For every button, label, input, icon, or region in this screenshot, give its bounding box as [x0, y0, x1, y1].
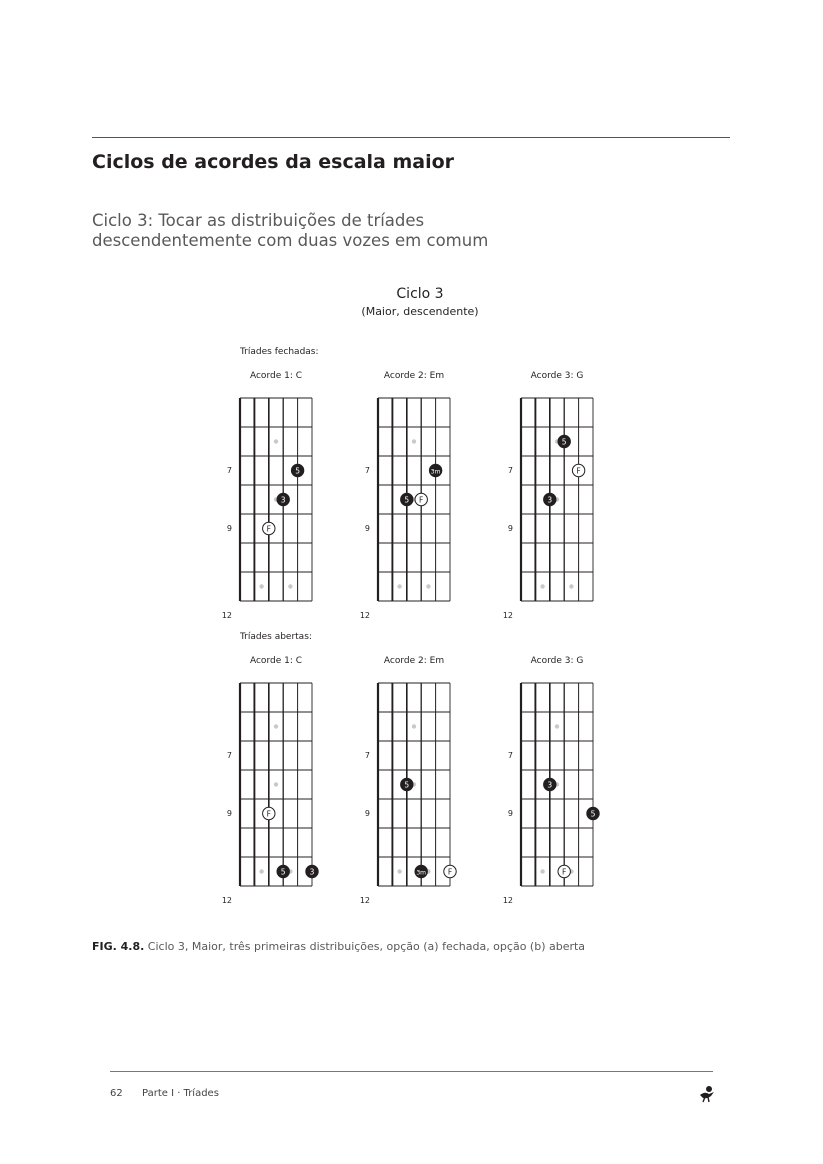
section-label: Tríades fechadas: [240, 347, 319, 357]
fret-number: 7 [364, 465, 370, 475]
fret-inlay-dot [274, 439, 278, 443]
top-rule [92, 137, 730, 138]
note-label: 3m [416, 869, 427, 877]
fret-inlay-dot [274, 782, 278, 786]
note-label: F [419, 495, 424, 505]
fret-number: 9 [364, 808, 370, 818]
figure-title: Ciclo 3 [396, 286, 444, 302]
note-label: 3 [547, 780, 553, 790]
fretboard-diagram [368, 388, 460, 611]
note-label: 3 [547, 495, 553, 505]
note-label: F [576, 466, 581, 476]
figure-subtitle: (Maior, descendente) [361, 305, 479, 318]
fret-number: 7 [507, 750, 513, 760]
subheading-line-1: Ciclo 3: Tocar as distribuições de tríades [92, 211, 425, 230]
fret-number: 7 [507, 465, 513, 475]
note-label: F [562, 867, 567, 877]
note-label: 5 [295, 466, 300, 476]
note-label: 5 [404, 780, 410, 790]
note-label: 3 [309, 867, 315, 877]
fret-number: 7 [226, 750, 232, 760]
fret-inlay-dot [397, 584, 401, 588]
figure-caption [92, 940, 585, 953]
section-label: Tríades abertas: [240, 632, 312, 642]
section-subheading [92, 211, 488, 251]
fret-number: 7 [364, 750, 370, 760]
note-label: 5 [404, 495, 410, 505]
page-heading: Ciclos de acordes da escala maior [92, 151, 455, 173]
fret-inlay-dot [555, 724, 559, 728]
subheading-line-2: descendentemente com duas vozes em comum [92, 231, 489, 250]
fret-inlay-dot [426, 584, 430, 588]
fret-inlay-dot [540, 869, 544, 873]
fret-inlay-dot [397, 869, 401, 873]
fret-inlay-dot [412, 724, 416, 728]
fret-number: 9 [226, 808, 232, 818]
fret-number: 9 [507, 808, 513, 818]
fret-inlay-dot [259, 869, 263, 873]
caption-label: FIG. 4.8. [92, 940, 145, 953]
fret-inlay-dot [412, 439, 416, 443]
footer-rule [110, 1071, 713, 1072]
fretboard-diagram [230, 673, 322, 896]
note-label: 3m [430, 468, 441, 476]
note-label: 3 [280, 495, 286, 505]
fretboard-diagram [511, 673, 603, 896]
fret-number: 12 [359, 895, 370, 905]
fret-number: 12 [502, 895, 513, 905]
fret-number: 7 [226, 465, 232, 475]
note-label: 5 [590, 809, 596, 819]
note-label: 5 [280, 867, 286, 877]
chord-title: Acorde 2: Em [383, 656, 445, 666]
fret-number: 9 [364, 523, 370, 533]
chord-title: Acorde 1: C [249, 371, 302, 381]
fret-number: 12 [359, 610, 370, 620]
fret-inlay-dot [259, 584, 263, 588]
fret-number: 12 [502, 610, 513, 620]
note-label: F [266, 524, 271, 534]
fretboard-diagram [230, 388, 322, 611]
running-head: Parte I · Tríades [142, 1088, 219, 1099]
note-label: 5 [561, 437, 567, 447]
chord-title: Acorde 1: C [249, 656, 302, 666]
publisher-logo-icon [697, 1083, 717, 1103]
page-number: 62 [110, 1088, 123, 1099]
fretboard-diagram [368, 673, 460, 896]
chord-title: Acorde 3: G [530, 656, 584, 666]
chord-title: Acorde 3: G [530, 371, 584, 381]
fret-inlay-dot [569, 584, 573, 588]
note-label: F [266, 809, 271, 819]
fret-number: 12 [221, 895, 232, 905]
note-label: F [447, 867, 453, 877]
fret-number: 9 [507, 523, 513, 533]
fret-inlay-dot [274, 724, 278, 728]
caption-text: Ciclo 3, Maior, três primeiras distribuições, opção (a) fechada, opção (b) aberta [144, 940, 586, 953]
fretboard-diagram [511, 388, 603, 611]
fret-number: 9 [226, 523, 232, 533]
fret-number: 12 [221, 610, 232, 620]
fret-inlay-dot [288, 584, 292, 588]
fret-inlay-dot [540, 584, 544, 588]
chord-title: Acorde 2: Em [383, 371, 445, 381]
